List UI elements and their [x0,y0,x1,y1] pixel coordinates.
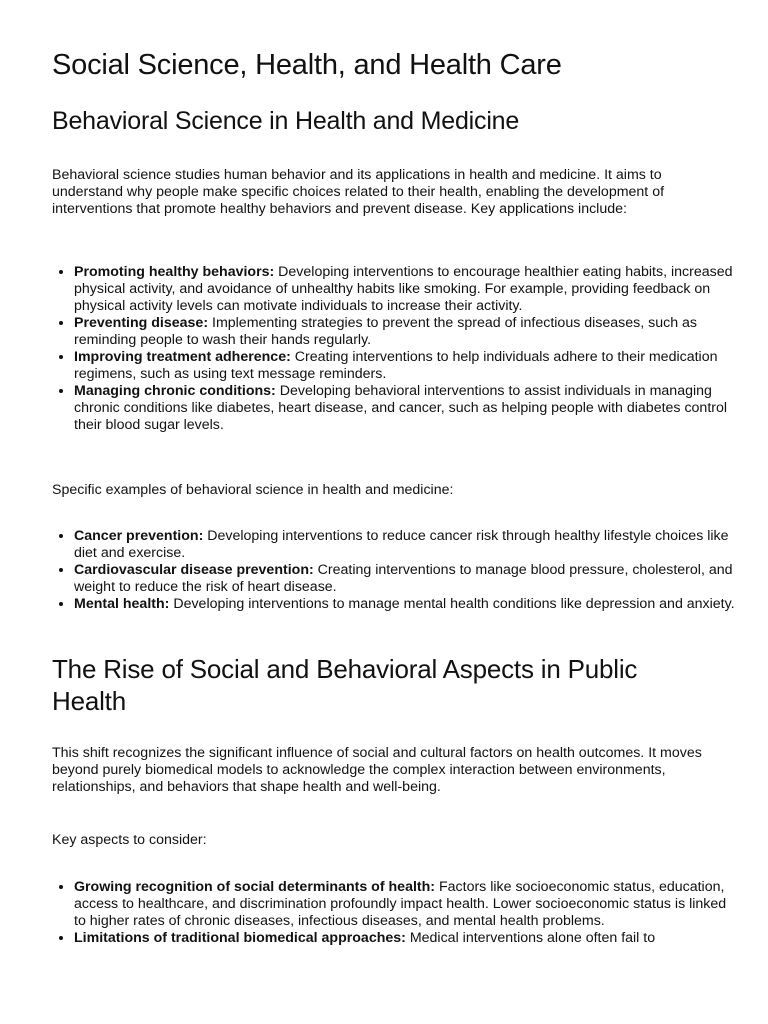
list-item-text: Medical interventions alone often fail to [405,930,656,946]
list-item [74,383,738,434]
list-item-term: Mental health: [74,596,170,612]
list-item-text: Developing interventions to encourage healthier eating habits, increased physical activity, and avoidance of unhealthy habits like smoking. For example, providing feedback on physical activity levels can motivate individuals to increase their activity. [74,264,733,314]
list-item [74,315,738,349]
applications-list [52,264,738,434]
list-item-text: Creating interventions to manage blood pressure, cholesterol, and weight to reduce the risk of heart disease. [74,562,733,595]
list-item-term: Cancer prevention: [74,528,204,544]
section-heading-social-behavioral-aspects: The Rise of Social and Behavioral Aspects in Public Health [52,654,638,716]
document-title: Social Science, Health, and Health Care [52,49,562,81]
list-item-text: Developing behavioral interventions to assist individuals in managing chronic conditions like diabetes, heart disease, and cancer, such as helping people with diabetes control their blood sugar levels. [74,383,728,433]
list-item-term: Improving treatment adherence: [74,349,291,365]
list-item [74,264,738,315]
section-heading-behavioral-science: Behavioral Science in Health and Medicine [52,107,520,135]
list-item-term: Limitations of traditional biomedical approaches: [74,930,406,946]
list-item-term: Promoting healthy behaviors: [74,264,275,280]
section2-intro-paragraph: This shift recognizes the significant influence of social and cultural factors on health outcomes. It moves beyond purely biomedical models to acknowledge the complex interaction between environments, relationships, and behaviors that shape health and well-being. [52,745,702,795]
list-item-term: Preventing disease: [74,315,209,331]
section1-intro-paragraph: Behavioral science studies human behavior and its applications in health and medicine. It aims to understand why people make specific choices related to their health, enabling the development of interventions that promote healthy behaviors and prevent disease. Key applications include: [52,167,665,217]
list-item-text: Creating interventions to help individuals adhere to their medication regimens, such as using text message reminders. [74,349,718,382]
list-item-text: Developing interventions to reduce cancer risk through healthy lifestyle choices like diet and exercise. [74,528,729,561]
examples-intro-paragraph: Specific examples of behavioral science in health and medicine: [52,482,454,498]
list-item [74,562,738,596]
aspects-list [52,879,738,947]
list-item [74,930,738,947]
list-item-text: Factors like socioeconomic status, education, access to healthcare, and discrimination profoundly impact health. Lower socioeconomic status is linked to higher rates of chronic diseases, infectious diseases, and mental health problems. [74,879,727,929]
aspects-intro-paragraph: Key aspects to consider: [52,832,207,848]
list-item-term: Cardiovascular disease prevention: [74,562,314,578]
list-item-term: Managing chronic conditions: [74,383,276,399]
list-item [74,528,738,562]
list-item [74,349,738,383]
list-item [74,596,738,613]
list-item [74,879,738,930]
list-item-text: Developing interventions to manage mental health conditions like depression and anxiety. [169,596,735,612]
list-item-term: Growing recognition of social determinants of health: [74,879,436,895]
list-item-text: Implementing strategies to prevent the spread of infectious diseases, such as reminding people to wash their hands regularly. [74,315,698,348]
examples-list [52,528,738,613]
